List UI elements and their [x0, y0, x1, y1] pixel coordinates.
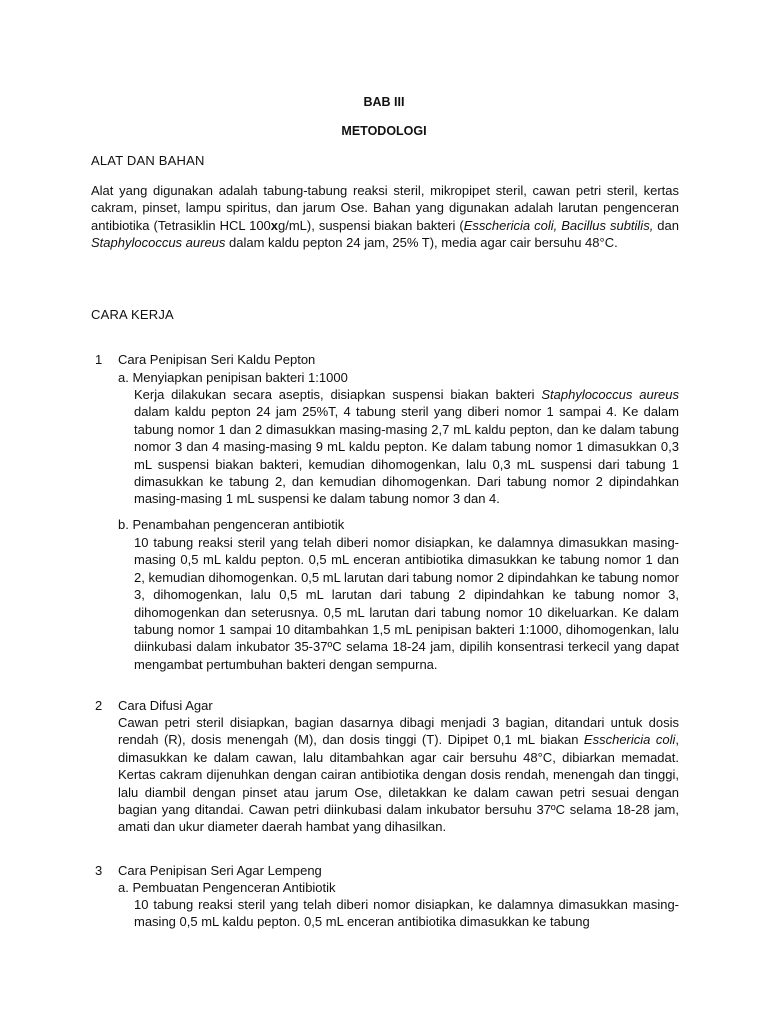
paragraph-3a: 10 tabung reaksi steril yang telah diberi nomor disiapkan, ke dalamnya dimasukkan masing-masing 0,5 mL kaldu pepton. 0,5 mL enceran antibiotika dimasukkan ke tabung	[134, 897, 679, 930]
subsection-title-3a: a. Pembuatan Pengenceran Antibiotik	[118, 880, 336, 895]
paragraph-2: Cawan petri steril disiapkan, bagian dasarnya dibagi menjadi 3 bagian, ditandari untuk dosis rendah (R), dosis menengah (M), dan dosis tinggi (T). Dipipet 0,1 mL biakan Esschericia coli, dimasukkan ke dalam cawan, lalu ditambahkan agar cair bersuhu 48°C, dibiarkan memadat. Kertas cakram dijenuhkan dengan cairan antibiotika dengan dosis rendah, menengah dan tinggi, lalu diambil dengan pinset atau jarum Ose, diletakkan ke dalam cawan petri sesuai dengan bagian yang ditandai. Cawan petri diinkubasi dalam inkubator bersuhu 37ºC selama 18-28 jam, amati dan ukur diameter daerah hambat yang dihasilkan.	[118, 715, 679, 835]
section-number-3: 3	[95, 863, 103, 878]
section-heading-alat: ALAT DAN BAHAN	[91, 153, 205, 168]
section-title-2: Cara Difusi Agar	[118, 698, 213, 713]
page-title: METODOLOGI	[341, 124, 427, 138]
section-number-2: 2	[95, 698, 103, 713]
paragraph-1b: 10 tabung reaksi steril yang telah diberi nomor disiapkan, ke dalamnya dimasukkan masing-masing 0,5 mL kaldu pepton. 0,5 mL enceran antibiotika dimasukkan ke tabung nomor 1 dan 2, kemudian dihomogenkan. 0,5 mL larutan dari tabung nomor 2 dipindahkan ke tabung nomor 3, dihomogenkan, lalu 0,5 mL larutan dari tabung 2 dipindahkan ke tabung nomor 3, dihomogenkan dan seterusnya. 0,5 mL larutan dari tabung nomor 10 dikeluarkan. Ke dalam tabung nomor 1 sampai 10 ditambahkan 1,5 mL penipisan bakteri 1:1000, dihomogenkan, lalu diinkubasi dalam inkubator 35-37ºC selama 18-24 jam, dipilih konsentrasi terkecil yang dapat mengambat pertumbuhan bakteri dengan sempurna.	[134, 535, 679, 672]
subsection-title-1b: b. Penambahan pengenceran antibiotik	[118, 517, 345, 532]
section-heading-cara: CARA KERJA	[91, 307, 174, 322]
section-title-1: Cara Penipisan Seri Kaldu Pepton	[118, 352, 316, 367]
subsection-title-1a: a. Menyiapkan penipisan bakteri 1:1000	[118, 370, 348, 385]
section-title-3: Cara Penipisan Seri Agar Lempeng	[118, 863, 322, 878]
alat-paragraph: Alat yang digunakan adalah tabung-tabung reaksi steril, mikropipet steril, cawan petri steril, kertas cakram, pinset, lampu spiritus, dan jarum Ose. Bahan yang digunakan adalah larutan pengenceran antibiotika (Tetrasiklin HCL 100xg/mL), suspensi biakan bakteri (Esschericia coli, Bacillus subtilis, dan Staphylococcus aureus dalam kaldu pepton 24 jam, 25% T), media agar cair bersuhu 48°C.	[91, 183, 679, 251]
unit-symbol: x	[270, 217, 279, 233]
section-number-1: 1	[95, 352, 103, 367]
paragraph-1a: Kerja dilakukan secara aseptis, disiapkan suspensi biakan bakteri Staphylococcus aureus dalam kaldu pepton 24 jam 25%T, 4 tabung steril yang diberi nomor 1 sampai 4. Ke dalam tabung nomor 1 dan 2 dimasukkan masing-masing 2,7 mL kaldu pepton, dan ke dalam tabung nomor 3 dan 4 masing-masing 9 mL kaldu pepton. Ke dalam tabung nomor 1 dimasukkan 0,3 mL suspensi biakan bakteri, kemudian dihomogenkan, lalu 0,3 mL suspensi dari tabung 1 dimasukkan ke tabung 2, dan kemudian dihomogenkan. Dari tabung nomor 2 dipindahkan masing-masing 1 mL suspensi ke dalam tabung nomor 3 dan 4.	[134, 387, 679, 507]
chapter-label: BAB III	[363, 95, 405, 109]
